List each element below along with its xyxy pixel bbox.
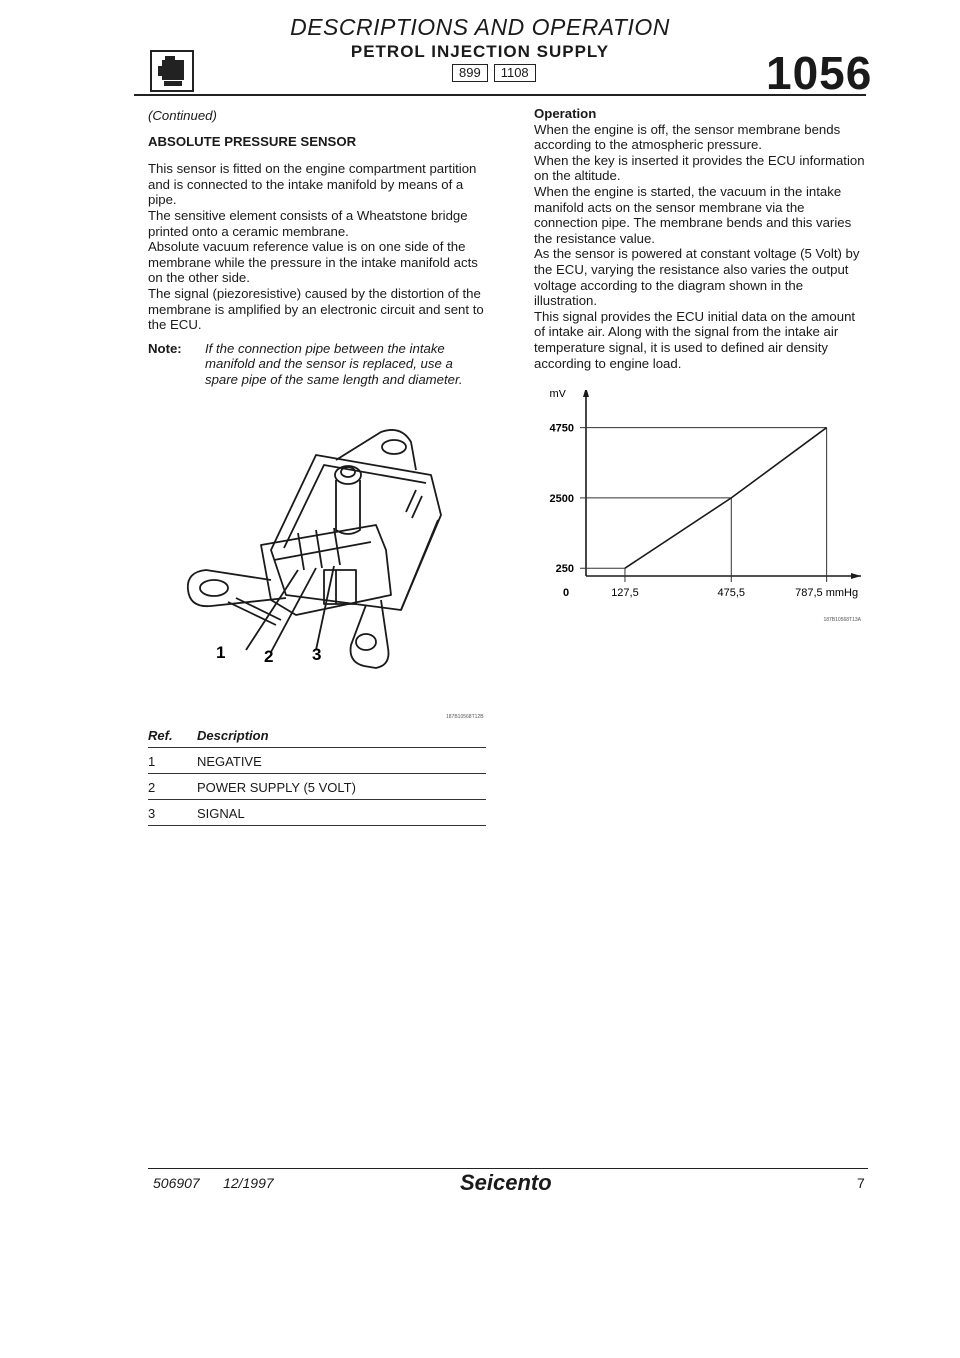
y-tick-label: 250 (555, 563, 574, 576)
row-description: SIGNAL (197, 806, 245, 821)
model-code: 1108 (494, 64, 536, 82)
row-ref: 2 (148, 780, 156, 795)
left-column (148, 108, 488, 388)
footer-doc-info (153, 1175, 274, 1191)
brand-logo: Seicento (460, 1170, 552, 1195)
doc-number: 506907 (153, 1175, 200, 1191)
operation-heading: Operation (534, 106, 597, 121)
figure-label-1: 1 (216, 643, 226, 662)
page-number: 7 (857, 1175, 865, 1191)
doc-title: DESCRIPTIONS AND OPERATION (290, 14, 670, 40)
table-row (148, 748, 486, 774)
y-tick-label: 4750 (549, 422, 574, 435)
reference-table (148, 728, 486, 826)
figure-label-3: 3 (312, 645, 322, 664)
table-row (148, 774, 486, 800)
paragraph: This sensor is fitted on the engine compartment partition and is connected to the intake manifold by means of a pipe. (148, 161, 477, 208)
note (148, 341, 488, 388)
header-rule (134, 94, 866, 96)
paragraph: The signal (piezoresistive) caused by the distortion of the membrane is amplified by an electronic circuit and sent to the ECU. (148, 285, 484, 333)
y-axis-label: mV (549, 390, 566, 400)
origin-label: 0 (562, 587, 570, 599)
row-ref: 1 (148, 754, 156, 769)
section-number: 1056 (766, 47, 873, 99)
model-code: 899 (452, 64, 488, 82)
graph-code: 187B10568T13A (823, 617, 861, 623)
paragraph: Absolute vacuum reference value is on one side of the membrane while the pressure in the intake manifold acts on the other side. (148, 239, 478, 286)
doc-subtitle: PETROL INJECTION SUPPLY (350, 42, 610, 61)
paragraph: When the engine is off, the sensor membrane bends according to the atmospheric pressure. (534, 121, 841, 153)
figure-code: 187B10568T12B (446, 714, 484, 720)
paragraph: The sensitive element consists of a Wheatstone bridge printed onto a ceramic membrane. (148, 207, 468, 239)
header-ref: Ref. (148, 728, 173, 743)
table-row (148, 800, 486, 826)
doc-date: 12/1997 (223, 1175, 274, 1191)
y-tick-label: 2500 (549, 492, 574, 505)
paragraph: As the sensor is powered at constant voltage (5 Volt) by the ECU, varying the resistance also varies the output voltage according to the diagram shown in the illustration. (534, 246, 860, 309)
paragraph: When the engine is started, the vacuum in the intake manifold acts on the sensor membrane via the connection pipe. The membrane bends and this varies the resistance value. (534, 183, 852, 246)
header-description: Description (197, 728, 269, 743)
figure-label-2: 2 (264, 647, 274, 666)
sensor-illustration (176, 420, 506, 720)
note-label: Note: (148, 340, 182, 356)
footer-rule (148, 1168, 868, 1169)
y-axis-arrow (583, 390, 589, 397)
x-tick-label: 475,5 (717, 587, 746, 599)
section-heading: ABSOLUTE PRESSURE SENSOR (148, 133, 357, 149)
row-description: POWER SUPPLY (5 VOLT) (197, 780, 356, 795)
row-ref: 3 (148, 806, 156, 821)
paragraph: When the key is inserted it provides the ECU information on the altitude. (534, 152, 865, 184)
x-tick-label: 127,5 (611, 587, 639, 599)
paragraph: This signal provides the ECU initial data on the amount of intake air. Along with the signal from the intake air temperature signal, it is used to defined air density according to engine load. (534, 308, 856, 371)
right-column (534, 106, 868, 371)
voltage-pressure-chart (530, 390, 876, 630)
x-tick-label: 787,5 mmHg (795, 587, 859, 599)
continued-label: (Continued) (148, 108, 217, 123)
model-codes (452, 64, 536, 82)
row-description: NEGATIVE (197, 754, 262, 769)
table-header (148, 728, 486, 748)
note-text: If the connection pipe between the intake manifold and the sensor is replaced, use a spare pipe of the same length and diameter. (205, 340, 463, 387)
x-axis-arrow (851, 573, 861, 579)
